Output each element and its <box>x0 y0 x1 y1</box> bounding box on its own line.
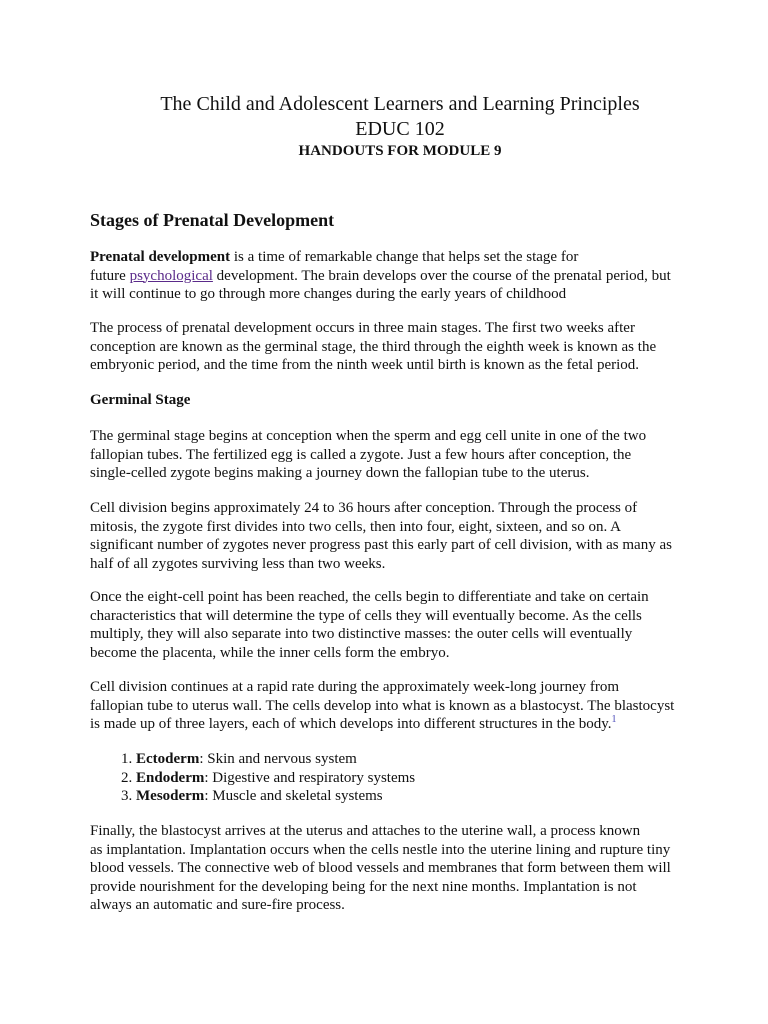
section-heading: Stages of Prenatal Development <box>90 210 335 230</box>
paragraph-implantation: Finally, the blastocyst arrives at the uterus and attaches to the uterine wall, a process known as implantation. Implantation occurs when the cells nestle into the uterine lining and rupture tiny blood vessels. The connective web of blood vessels and membranes that form between them will provide nourishment for the developing being for the next nine months. Implantation is not always an automatic and sure-fire process. <box>90 823 671 913</box>
paragraph-cell-division: Cell division begins approximately 24 to 36 hours after conception. Through the process of mitosis, the zygote first divides into two cells, then into four, eight, sixteen, and so on. A significant number of zygotes never progress past this early part of cell division, with as many as half of all zygotes surviving less than two weeks. <box>90 500 672 572</box>
psychological-link[interactable]: psychological <box>129 267 213 284</box>
course-code: EDUC 102 <box>355 118 445 140</box>
germinal-stage-heading: Germinal Stage <box>90 392 191 408</box>
handouts-subtitle: HANDOUTS FOR MODULE 9 <box>298 143 502 159</box>
list-item: 2. Endoderm: Digestive and respiratory systems <box>136 769 696 788</box>
footnote-marker[interactable]: 1 <box>611 714 617 725</box>
paragraph-eight-cell: Once the eight-cell point has been reached, the cells begin to differentiate and take on certain characteristics that will determine the type of cells they will eventually become. As the cells multiply, they will also separate into two distinctive masses: the outer cells will eventually become the placenta, while the inner cells form the embryo. <box>90 589 649 661</box>
paragraph-germinal-intro: The germinal stage begins at conception when the sperm and egg cell unite in one of the two fallopian tubes. The fertilized egg is called a zygote. Just a few hours after conception, the single-celled zygote begins making a journey down the fallopian tube to the uterus. <box>90 428 647 481</box>
paragraph-stages-overview: The process of prenatal development occurs in three main stages. The first two weeks after conception are known as the germinal stage, the third through the eighth week is known as the embryonic period, and the time from the ninth week until birth is known as the fetal period. <box>90 320 657 373</box>
blastocyst-layers-list <box>90 750 696 806</box>
list-item: 3. Mesoderm: Muscle and skeletal systems <box>136 787 696 806</box>
document-title: The Child and Adolescent Learners and Learning Principles <box>160 93 640 115</box>
paragraph-prenatal-intro: Prenatal development is a time of remarkable change that helps set the stage for future psychological development. The brain develops over the course of the prenatal period, but it will continue to go through more changes during the early years of childhood <box>90 249 671 302</box>
paragraph-blastocyst: Cell division continues at a rapid rate during the approximately week-long journey from fallopian tube to uterus wall. The cells develop into what is known as a blastocyst. The blastocyst is made up of three layers, each of which develops into different structures in the body.$^1$ <box>90 679 675 732</box>
term-prenatal-development: Prenatal development <box>90 249 231 265</box>
list-item: 1. Ectoderm: Skin and nervous system <box>136 750 696 769</box>
